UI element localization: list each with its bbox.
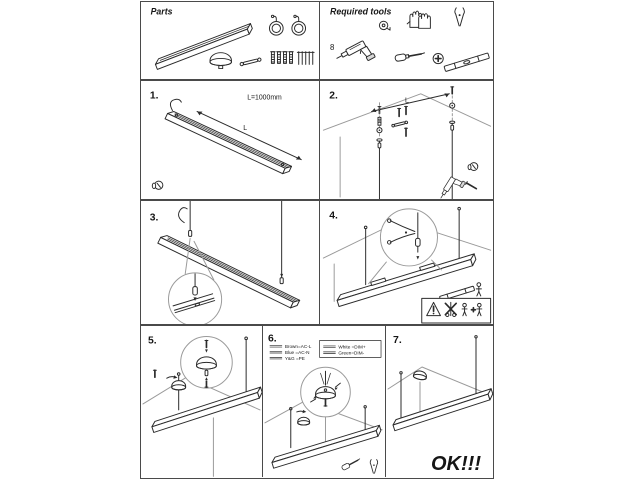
loose-hardware — [392, 107, 408, 137]
light-bar — [151, 387, 262, 432]
power-cord — [170, 99, 181, 110]
step7-number: 7. — [393, 334, 402, 346]
panel-parts — [141, 2, 320, 81]
end-fitting-icon — [152, 181, 163, 189]
light-bar — [165, 109, 291, 175]
tools-illustration — [320, 2, 493, 79]
panel-step-4 — [320, 201, 493, 326]
step3-number: 3. — [149, 212, 159, 224]
panel-required-tools — [320, 2, 493, 81]
drill-icon — [335, 39, 375, 73]
suspension-cable-icon — [292, 15, 306, 35]
screw-icon — [297, 52, 314, 65]
person-icon — [476, 283, 481, 296]
dimension-arrow — [372, 93, 450, 112]
wall-anchor-icon — [271, 52, 294, 64]
panel-step-5 — [141, 326, 263, 477]
legend-yg: Y&G =PE — [284, 355, 305, 361]
parts-illustration — [141, 2, 319, 79]
canopy-icon — [298, 417, 310, 425]
legend-brown: Brown=AC-L — [284, 344, 312, 350]
pliers-icon — [370, 460, 377, 474]
canopy-icon — [172, 381, 186, 390]
step4-illustration — [320, 201, 493, 324]
tape-measure-icon — [379, 21, 390, 30]
legend-green: Green=DIM- — [338, 350, 365, 356]
drill-bit-size-label: 8 — [329, 42, 335, 52]
instruction-sheet — [140, 1, 494, 479]
step2-dim-label: L — [405, 97, 409, 105]
spirit-level-icon — [444, 53, 489, 72]
step6-illustration — [263, 326, 385, 477]
mounting-point-left — [377, 103, 382, 199]
detail-circle — [181, 337, 233, 389]
legend-white: White =DIM+ — [338, 344, 366, 350]
step1-number: 1. — [149, 90, 159, 102]
wiring-legend-dim — [320, 341, 381, 358]
step1-illustration — [141, 81, 319, 199]
power-cord — [179, 208, 188, 223]
panel-step-7 — [386, 326, 493, 477]
warning-box — [422, 298, 491, 323]
light-bar — [271, 425, 383, 468]
light-bar-icon — [154, 24, 254, 70]
step5-illustration — [141, 326, 262, 477]
panel-step-3 — [141, 201, 320, 326]
step1-length-note: L=1000mm — [247, 94, 282, 102]
parts-title: Parts — [150, 6, 173, 17]
screwdriver-icon — [395, 50, 425, 61]
cable-gripper — [280, 278, 283, 284]
light-bar — [392, 389, 493, 431]
screw-icon — [466, 182, 477, 190]
step2-illustration — [320, 81, 493, 199]
tools-title: Required tools — [329, 6, 392, 17]
wiring-legend-mains — [270, 344, 312, 361]
suspension-cable-icon — [269, 15, 283, 35]
step5-number: 5. — [147, 335, 157, 347]
phillips-bit-icon — [433, 53, 443, 63]
legend-blue: Blue =AC-N — [284, 349, 310, 355]
canopy-icon — [210, 53, 231, 69]
step4-number: 4. — [329, 210, 338, 222]
panel-step-1 — [141, 81, 320, 201]
step6-number: 6. — [267, 333, 277, 345]
panel-step-2 — [320, 81, 493, 201]
step7-illustration — [386, 326, 493, 477]
step1-dim-label: L — [243, 125, 248, 133]
ok-label: OK!!! — [431, 453, 481, 475]
panel-step-6 — [263, 326, 386, 477]
screw-icon — [153, 370, 156, 377]
cable-gripper — [189, 231, 192, 237]
screwdriver-icon — [341, 457, 361, 471]
pliers-icon — [455, 8, 465, 26]
gloves-icon — [407, 11, 430, 28]
step3-illustration — [141, 201, 319, 324]
ceiling-lines — [388, 367, 490, 395]
anchor-cap-icon — [468, 163, 478, 171]
step2-number: 2. — [329, 90, 338, 102]
detail-circle — [301, 367, 351, 417]
toggle-bracket-icon — [240, 58, 262, 66]
